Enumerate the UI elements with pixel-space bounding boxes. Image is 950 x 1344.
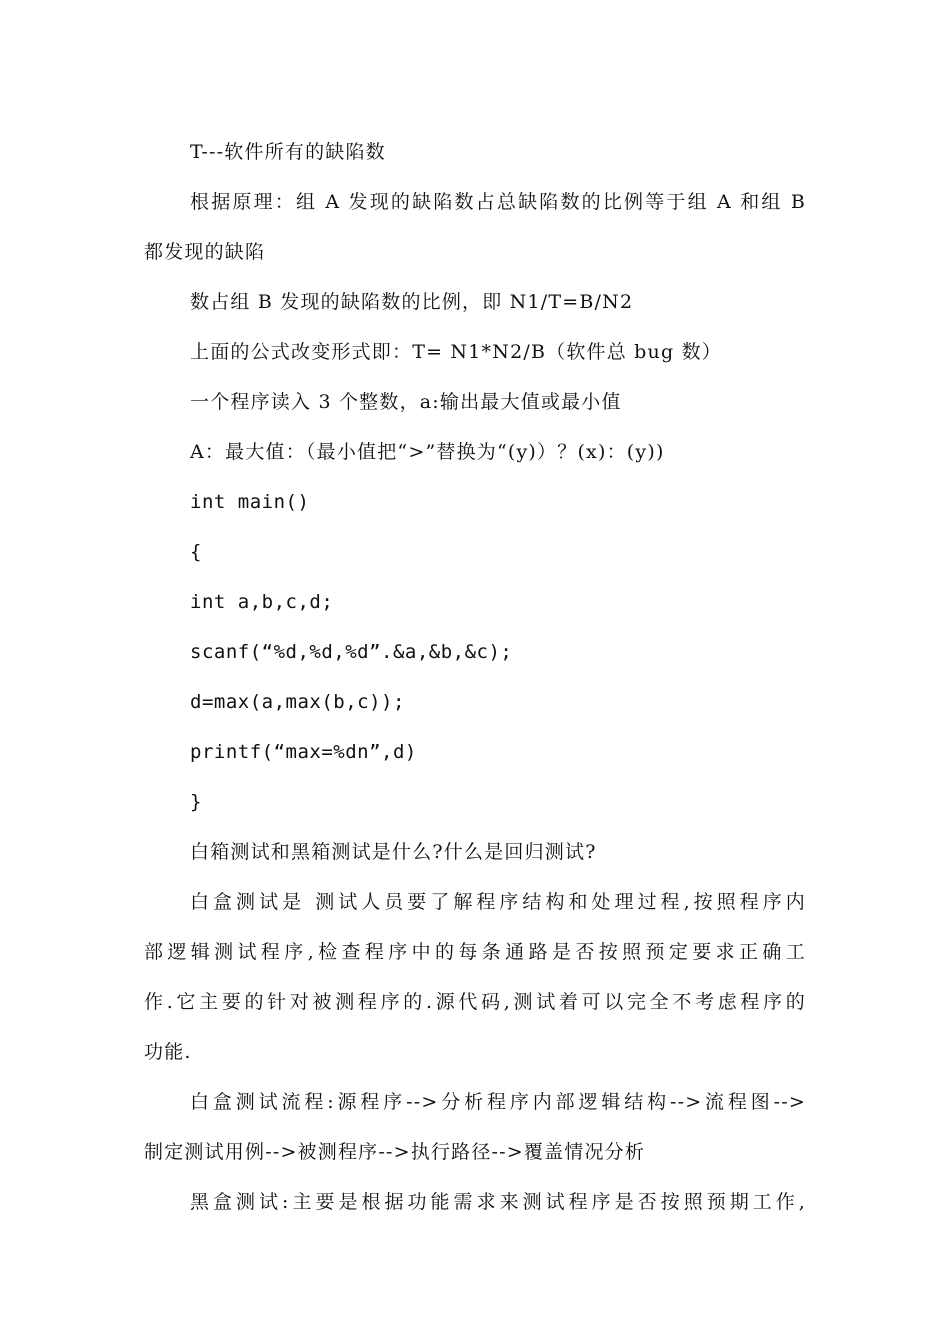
text-line-transformed-formula: 上面的公式改变形式即：T= N1*N2/B（软件总 bug 数） (190, 341, 722, 363)
code-line-declare: int a,b,c,d; (190, 591, 334, 613)
text-line-program-question: 一个程序读入 3 个整数，a:输出最大值或最小值 (190, 391, 622, 413)
text-line-principle-cont: 都发现的缺陷 (144, 241, 266, 263)
text-line-whitebox-flow-1: 白盒测试流程:源程序-->分析程序内部逻辑结构-->流程图--> (190, 1091, 806, 1113)
code-line-max: d=max(a,max(b,c)); (190, 691, 405, 713)
code-line-open-brace: { (190, 541, 202, 563)
text-line-answer-max: A：最大值：（最小值把“>”替换为“(y)）？(x)：(y)) (190, 441, 665, 463)
text-line-principle: 根据原理：组 A 发现的缺陷数占总缺陷数的比例等于组 A 和组 B (190, 191, 806, 213)
text-line-testing-question: 白箱测试和黑箱测试是什么?什么是回归测试? (190, 841, 597, 863)
code-line-printf: printf(“max=%dn”,d) (190, 741, 417, 763)
text-line-total-defects: T---软件所有的缺陷数 (190, 141, 386, 163)
code-line-main: int main() (190, 491, 310, 513)
text-line-ratio-formula: 数占组 B 发现的缺陷数的比例，即 N1/T=B/N2 (190, 291, 634, 313)
text-line-whitebox-2: 部逻辑测试程序,检查程序中的每条通路是否按照预定要求正确工 (144, 941, 806, 963)
text-line-blackbox: 黑盒测试:主要是根据功能需求来测试程序是否按照预期工作, (190, 1191, 806, 1213)
text-line-whitebox-4: 功能. (144, 1041, 192, 1063)
text-line-whitebox-3: 作.它主要的针对被测程序的.源代码,测试着可以完全不考虑程序的 (144, 991, 806, 1013)
code-line-close-brace: } (190, 791, 202, 813)
text-line-whitebox-1: 白盒测试是 测试人员要了解程序结构和处理过程,按照程序内 (190, 891, 806, 913)
text-line-whitebox-flow-2: 制定测试用例-->被测程序-->执行路径-->覆盖情况分析 (144, 1141, 646, 1163)
code-line-scanf: scanf(“%d,%d,%d”.&a,&b,&c); (190, 641, 513, 663)
